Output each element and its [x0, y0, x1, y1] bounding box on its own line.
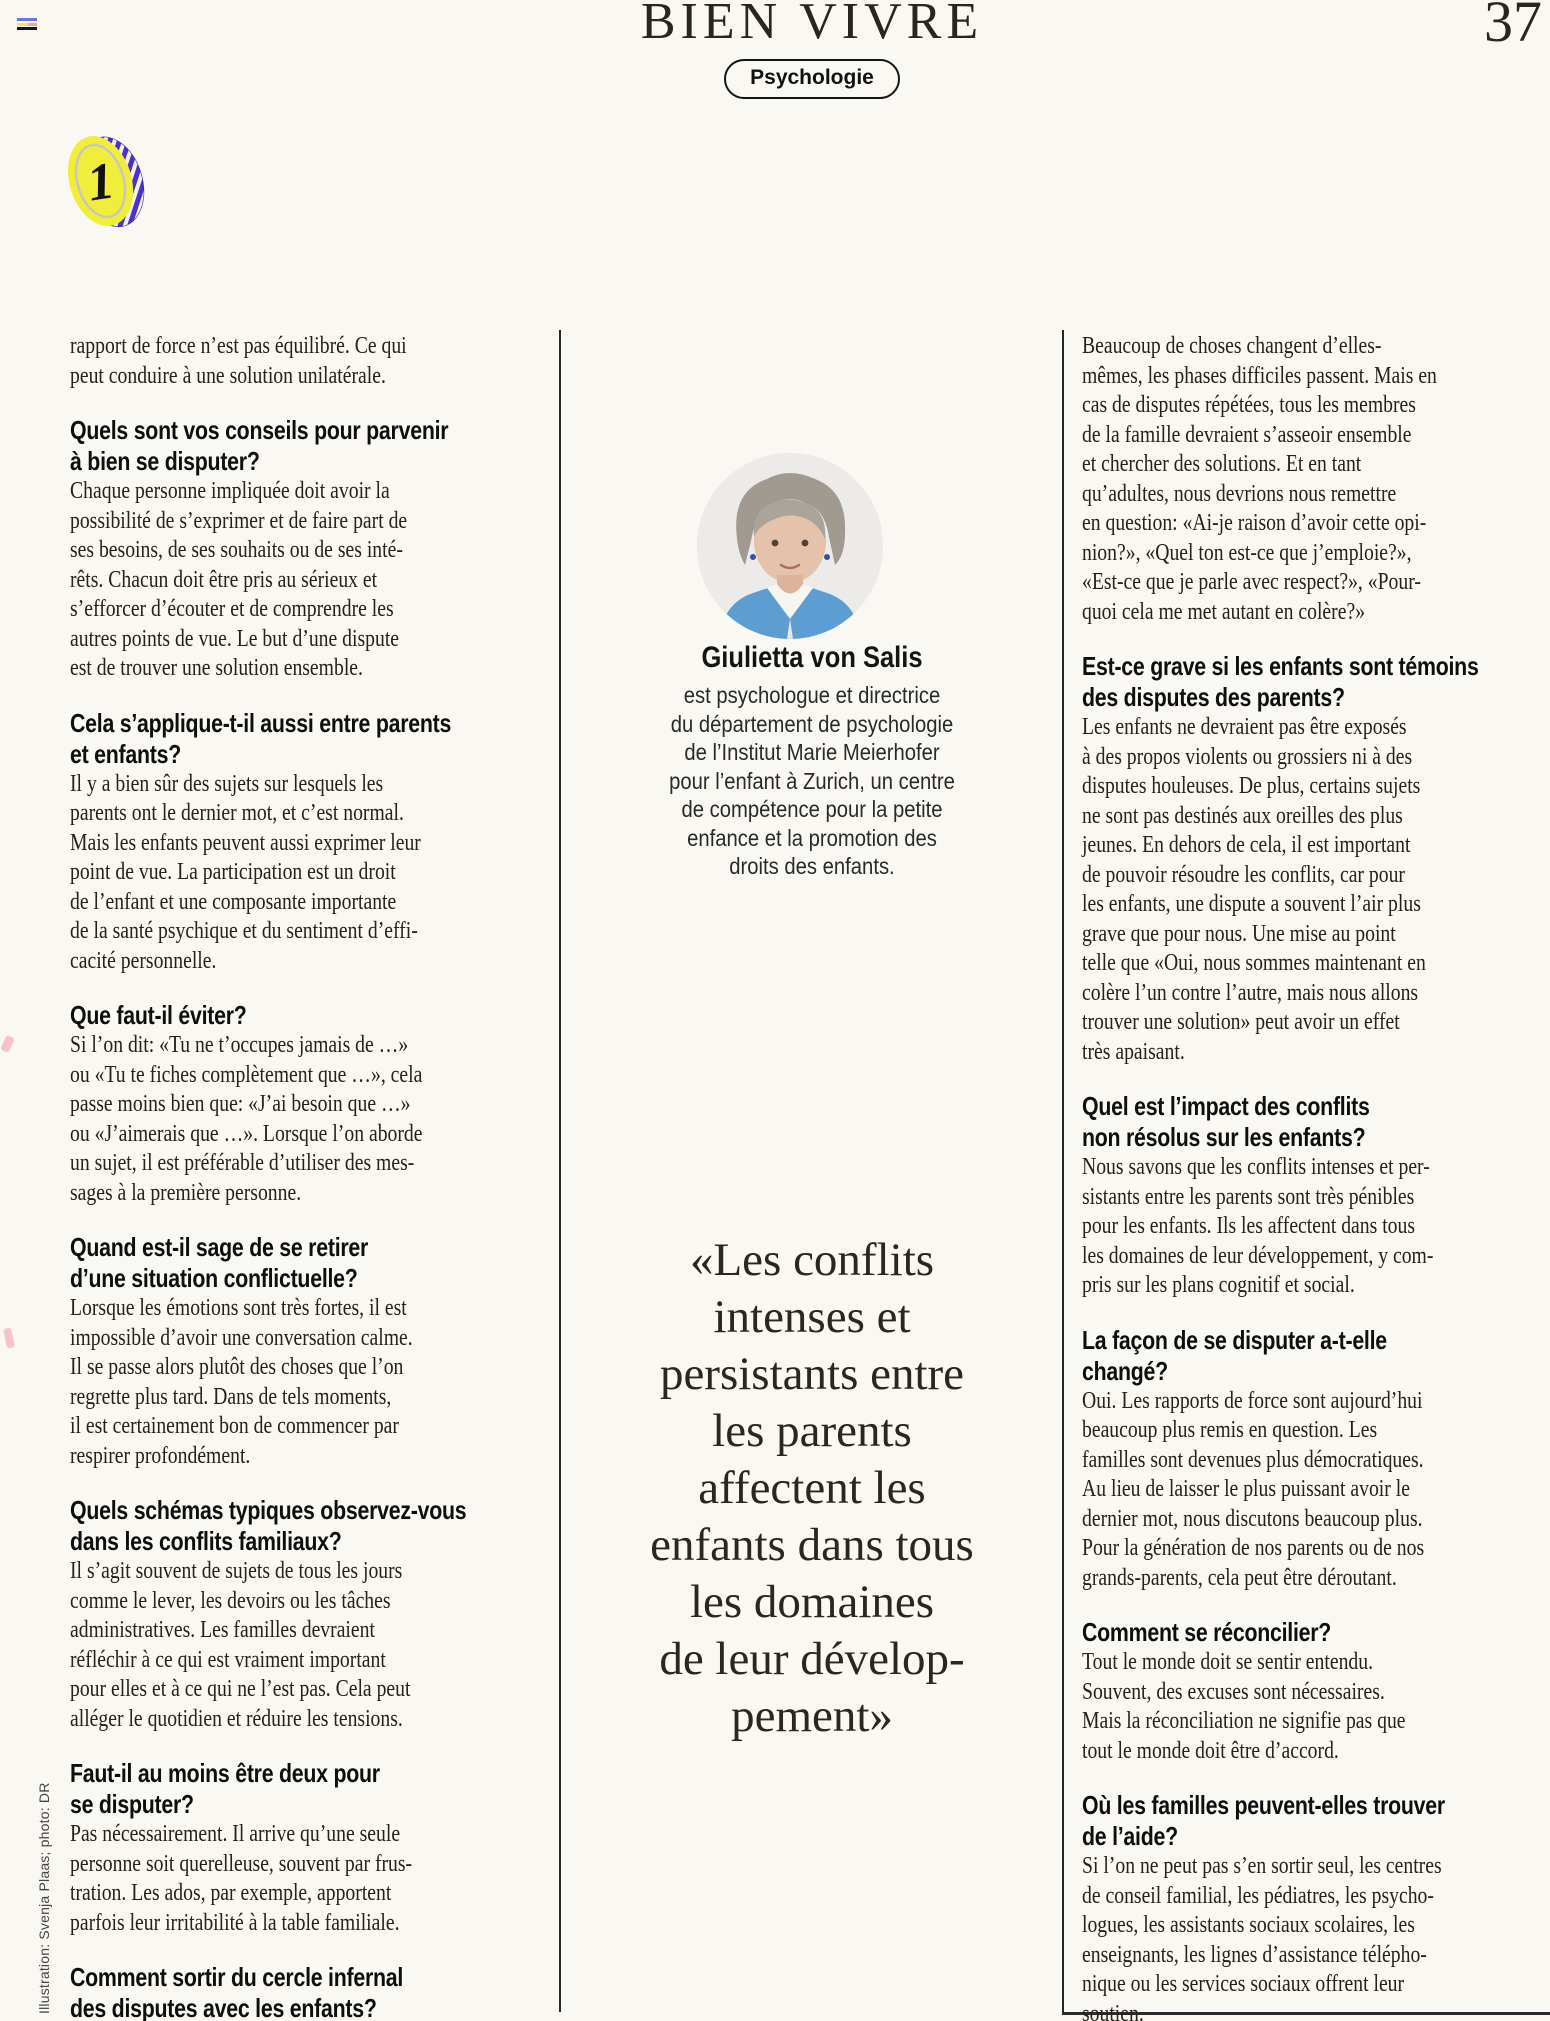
interview-question [70, 1495, 552, 1557]
pull-quote-line: «Les conflits [689, 1234, 935, 1286]
text-line: passe moins bien que: «J’ai besoin que …» [70, 1091, 411, 1117]
text-line: sages à la première personne. [70, 1179, 302, 1206]
answer-paragraph [1082, 332, 1544, 627]
profile-bio-line: enfance et la promotion des [687, 824, 937, 851]
text-line: La façon de se disputer a-t-elle [1082, 1324, 1387, 1355]
interview-question [1082, 1617, 1544, 1648]
text-line: Où les familles peuvent-elles trouver [1082, 1790, 1445, 1820]
text-line: telle que «Oui, nous sommes maintenant en [1082, 950, 1426, 976]
text-line: cas de disputes répétées, tous les membres [1082, 392, 1416, 418]
text-line: pris sur les plans cognitif et social. [1082, 1272, 1355, 1298]
registration-bar-black [17, 27, 37, 30]
text-line: Est-ce grave si les enfants sont témoins [1082, 651, 1479, 681]
text-line: trouver une solution» peut avoir un effet [1082, 1009, 1400, 1035]
print-speck [0, 1035, 15, 1053]
interview-question [70, 1232, 552, 1294]
pull-quote-line: enfants dans tous [650, 1519, 974, 1571]
text-line: cacité personnelle. [70, 947, 217, 974]
text-line: nion?», «Quel ton est-ce que j’emploie?», [1082, 539, 1412, 566]
print-registration-mark [17, 18, 37, 31]
text-line: Quand est-il sage de se retirer [70, 1232, 369, 1262]
credit-vertical-text: Illustration: Svenja Plaas; photo: DR [36, 1782, 52, 2014]
profile-bio-line: du département de psychologie [670, 710, 954, 737]
pull-quote [542, 1232, 1082, 1745]
text-line: d’une situation conflictuelle? [70, 1263, 358, 1293]
text-line: tration. Les ados, par exemple, apportent [70, 1880, 392, 1906]
text-line: Souvent, des excuses sont nécessaires. [1082, 1678, 1385, 1705]
text-line: de l’enfant et une composante importante [70, 888, 397, 915]
text-line: s’efforcer d’écouter et de comprendre les [70, 596, 394, 622]
text-line: Pour la génération de nos parents ou de nos [1082, 1535, 1425, 1561]
pull-quote-line: intenses et [713, 1291, 911, 1343]
text-line: il est certainement bon de commencer par [70, 1413, 399, 1439]
text-line: autres points de vue. Le but d’une dispute [70, 625, 400, 652]
answer-paragraph [70, 332, 552, 391]
pull-quote-line: pement» [731, 1690, 893, 1742]
text-line: Il se passe alors plutôt des choses que l’on [70, 1354, 404, 1380]
text-line: peut conduire à une solution unilatérale. [70, 362, 386, 389]
text-line: Chaque personne impliquée doit avoir la [70, 478, 390, 504]
text-line: ne sont pas destinés aux oreilles des plus [1082, 802, 1403, 829]
text-line: changé? [1082, 1355, 1168, 1386]
text-line: de pouvoir résoudre les conflits, car pour [1082, 861, 1405, 888]
text-line: Faut-il au moins être deux pour [70, 1758, 380, 1788]
answer-paragraph [1082, 1852, 1544, 2021]
text-line: rêts. Chacun doit être pris au sérieux et [70, 566, 378, 593]
text-line: de l’aide? [1082, 1821, 1178, 1851]
text-line: sistants entre les parents sont très pénibles [1082, 1183, 1415, 1210]
text-line: quoi cela me met autant en colère?» [1082, 598, 1366, 625]
profile-bio-line: droits des enfants. [729, 853, 895, 879]
interview-column-right [1082, 332, 1544, 2021]
text-line: respirer profondément. [70, 1442, 251, 1469]
text-line: ou «J’aimerais que …». Lorsque l’on aborde [70, 1120, 423, 1147]
text-line: Mais les enfants peuvent aussi exprimer leur [70, 829, 421, 856]
answer-paragraph [70, 477, 552, 684]
text-line: les enfants, une dispute a souvent l’air plus [1082, 891, 1421, 917]
profile-bio [562, 681, 1062, 881]
text-line: qu’adultes, nous devrions nous remettre [1082, 480, 1397, 507]
text-line: en question: «Ai-je raison d’avoir cette opi- [1082, 510, 1427, 536]
text-line: dernier mot, nous discutons beaucoup plus. [1082, 1505, 1423, 1532]
text-line: grands-parents, cela peut être déroutant. [1082, 1564, 1397, 1591]
page-number: 37 [1484, 0, 1542, 54]
answer-paragraph [70, 1294, 552, 1471]
text-line: Il s’agit souvent de sujets de tous les jours [70, 1558, 403, 1584]
profile-bio-line: de l’Institut Marie Meierhofer [684, 739, 940, 765]
answer-paragraph [1082, 1648, 1544, 1766]
text-line: pour les enfants. Ils les affectent dans tous [1082, 1213, 1416, 1239]
profile-name-line: Giulietta von Salis [701, 641, 923, 674]
portrait-photo [697, 453, 883, 639]
interview-question [1082, 1325, 1544, 1387]
text-line: Quel est l’impact des conflits [1082, 1091, 1370, 1121]
answer-paragraph [70, 1820, 552, 1938]
pull-quote-line: persistants entre [659, 1348, 965, 1400]
text-line: et chercher des solutions. Et en tant [1082, 451, 1362, 477]
text-line: Comment se réconcilier? [1082, 1617, 1332, 1647]
text-line: tout le monde doit être d’accord. [1082, 1737, 1339, 1764]
profile-bio-line: est psychologue et directrice [683, 682, 941, 708]
text-line: enseignants, les lignes d’assistance télépho- [1082, 1941, 1427, 1968]
text-line: Il y a bien sûr des sujets sur lesquels les [70, 770, 384, 797]
text-line: parents ont le dernier mot, et c’est normal. [70, 800, 404, 826]
text-line: Si l’on ne peut pas s’en sortir seul, les centres [1082, 1853, 1442, 1879]
text-line: impossible d’avoir une conversation calme. [70, 1324, 413, 1351]
interview-column-left [70, 332, 552, 2021]
interview-question [70, 1000, 552, 1031]
interview-question [70, 1962, 552, 2021]
text-line: des disputes des parents? [1082, 682, 1345, 712]
pull-quote-line: les domaines [689, 1576, 935, 1628]
text-line: et enfants? [70, 738, 182, 769]
masthead-wrap [74, 0, 1550, 54]
text-line: comme le lever, les devoirs ou les tâches [70, 1587, 391, 1614]
text-line: réfléchir à ce qui est vraiment important [70, 1646, 386, 1673]
text-line: mêmes, les phases difficiles passent. Mais en [1082, 362, 1437, 389]
profile-name-wrap [562, 640, 1062, 676]
text-line: non résolus sur les enfants? [1082, 1122, 1366, 1152]
text-line: Quels sont vos conseils pour parvenir [70, 415, 449, 445]
text-line: Beaucoup de choses changent d’elles- [1082, 333, 1382, 359]
section-tag-badge: Psychologie [724, 59, 900, 99]
answer-paragraph [1082, 713, 1544, 1067]
text-line: beaucoup plus remis en question. Les [1082, 1417, 1378, 1443]
text-line: de conseil familial, les pédiatres, les psycho- [1082, 1882, 1434, 1909]
registration-bar-yellow-pink [17, 23, 37, 26]
text-line: jeunes. En dehors de cela, il est important [1082, 832, 1411, 858]
text-line: de la santé psychique et du sentiment d’effi- [70, 918, 418, 944]
text-line: parfois leur irritabilité à la table familiale. [70, 1909, 400, 1936]
text-line: rapport de force n’est pas équilibré. Ce qui [70, 333, 407, 359]
text-line: est de trouver une solution ensemble. [70, 655, 363, 681]
text-line: soutien. [1082, 2000, 1144, 2021]
print-speck [3, 1327, 15, 1348]
text-line: ses besoins, de ses souhaits ou de ses inté- [70, 537, 403, 563]
interview-question [1082, 1790, 1544, 1852]
answer-paragraph [70, 1031, 552, 1208]
column-divider-right [1062, 330, 1064, 2012]
column-divider-left [559, 330, 561, 2012]
text-line: Tout le monde doit se sentir entendu. [1082, 1649, 1374, 1675]
text-line: nique ou les services sociaux offrent leur [1082, 1971, 1405, 1997]
profile-name [562, 640, 1062, 676]
text-line: ou «Tu te fiches complètement que …», cela [70, 1061, 423, 1088]
answer-paragraph [70, 1557, 552, 1734]
text-line: de la famille devraient s’asseoir ensemble [1082, 421, 1412, 448]
text-line: familles sont devenues plus démocratiques. [1082, 1446, 1424, 1473]
registration-bar-blue [17, 18, 37, 21]
text-line: des disputes avec les enfants? [70, 1993, 377, 2021]
text-line: Oui. Les rapports de force sont aujourd’hui [1082, 1387, 1423, 1414]
text-line: Nous savons que les conflits intenses et per- [1082, 1154, 1430, 1180]
text-line: à bien se disputer? [70, 446, 260, 476]
answer-paragraph [1082, 1153, 1544, 1301]
interview-question [70, 415, 552, 477]
text-line: Au lieu de laisser le plus puissant avoir le [1082, 1476, 1410, 1502]
coin-illustration [56, 124, 152, 240]
interview-question [70, 1758, 552, 1820]
text-line: Si l’on dit: «Tu ne t’occupes jamais de …» [70, 1032, 409, 1058]
answer-paragraph [70, 770, 552, 977]
pull-quote-line: affectent les [698, 1462, 926, 1514]
answer-paragraph [1082, 1387, 1544, 1594]
text-line: disputes houleuses. De plus, certains sujets [1082, 773, 1421, 799]
interview-question [1082, 651, 1544, 713]
section-tag-wrap [74, 59, 1550, 99]
text-line: se disputer? [70, 1789, 194, 1819]
text-line: regrette plus tard. Dans de tels moments, [70, 1383, 392, 1410]
text-line: un sujet, il est préférable d’utiliser des mes- [70, 1150, 415, 1176]
text-line: Lorsque les émotions sont très fortes, il est [70, 1295, 407, 1321]
text-line: logues, les assistants sociaux scolaires, les [1082, 1912, 1415, 1938]
text-line: les domaines de leur développement, y com- [1082, 1242, 1434, 1269]
text-line: Les enfants ne devraient pas être exposés [1082, 714, 1407, 740]
text-line: Pas nécessairement. Il arrive qu’une seule [70, 1821, 401, 1847]
text-line: très apaisant. [1082, 1038, 1185, 1065]
text-line: dans les conflits familiaux? [70, 1526, 342, 1556]
interview-question [1082, 1091, 1544, 1153]
profile-bio-line: pour l’enfant à Zurich, un centre [669, 767, 955, 794]
section-masthead: BIEN VIVRE [640, 0, 984, 50]
profile-bio-line: de compétence pour la petite [681, 796, 943, 822]
interview-question [70, 708, 552, 770]
text-line: «Est-ce que je parle avec respect?», «Pour- [1082, 569, 1421, 595]
text-line: personne soit querelleuse, souvent par frus- [70, 1850, 413, 1877]
text-line: à des propos violents ou grossiers ni à des [1082, 743, 1413, 770]
text-line: Comment sortir du cercle infernal [70, 1962, 404, 1992]
coin-graphic [56, 124, 152, 240]
pull-quote-line: de leur dévelop- [659, 1633, 965, 1685]
text-line: pour elles et à ce qui ne l’est pas. Cela peut [70, 1676, 411, 1702]
pull-quote-line: les parents [712, 1405, 912, 1457]
portrait-graphic [697, 453, 883, 639]
coin-value: 1 [83, 152, 119, 213]
text-line: colère l’un contre l’autre, mais nous allons [1082, 979, 1419, 1006]
text-line: administratives. Les familles devraient [70, 1617, 375, 1643]
text-line: alléger le quotidien et réduire les tensions. [70, 1705, 403, 1732]
text-line: possibilité de s’exprimer et de faire part de [70, 507, 408, 534]
text-line: point de vue. La participation est un droit [70, 859, 396, 885]
text-line: Mais la réconciliation ne signifie pas que [1082, 1708, 1406, 1734]
text-line: Quels schémas typiques observez-vous [70, 1495, 467, 1525]
text-line: Cela s’applique-t-il aussi entre parents [70, 707, 452, 738]
text-line: grave que pour nous. Une mise au point [1082, 920, 1396, 947]
text-line: Que faut-il éviter? [70, 1000, 247, 1030]
